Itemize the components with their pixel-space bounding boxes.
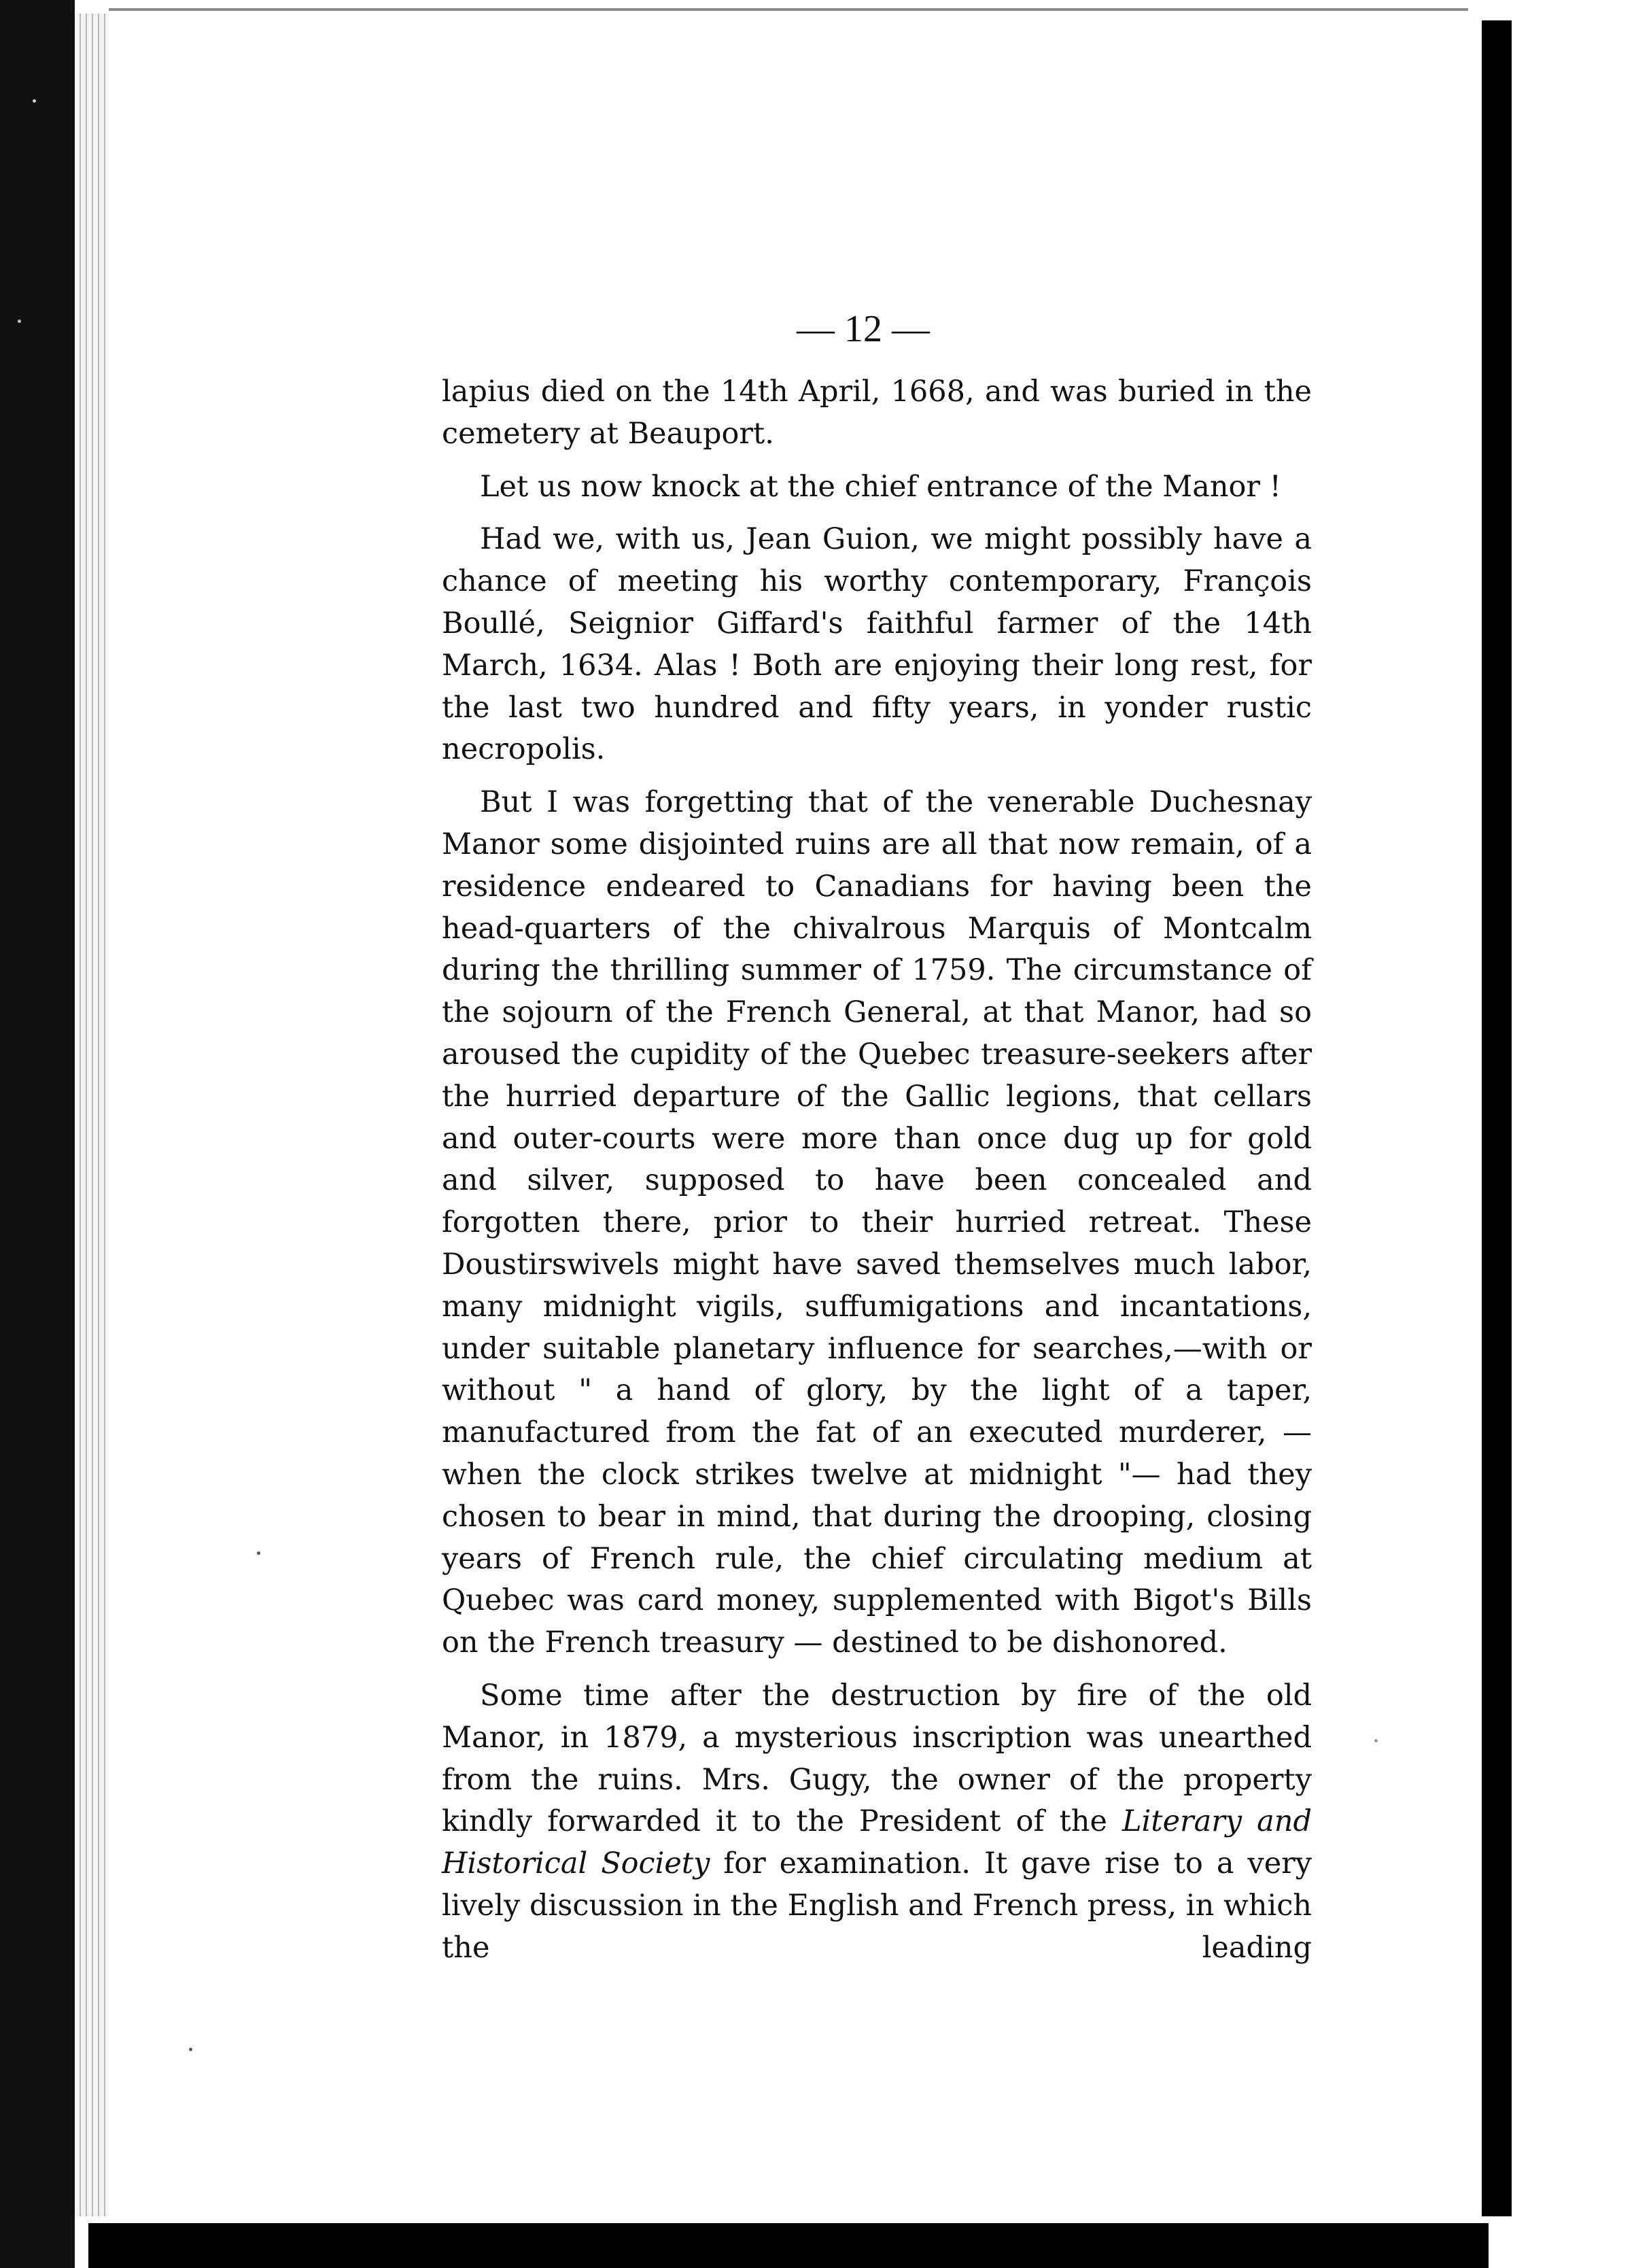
- facing-page-edge: [1512, 20, 1634, 2216]
- book-spine: [1482, 20, 1512, 2216]
- scan-left-shadow: [0, 0, 75, 2268]
- inscription-text-before: Some time after the destruction by fire of the old Manor, in 1879, a mysterious inscription was unearthed from the ruins. Mrs. Gugy, the owner of the property kindly forwarded it to the President of the: [442, 1678, 1312, 1839]
- scan-speck: [1374, 1739, 1378, 1742]
- scan-speck: [18, 320, 21, 323]
- page-body-text: [442, 371, 1312, 1980]
- scan-speck: [189, 2048, 192, 2051]
- paragraph-continuation: lapius died on the 14th April, 1668, and was buried in the cemetery at Beauport.: [442, 375, 1312, 451]
- paragraph-mysterious-inscription: [442, 1675, 1312, 1970]
- scan-speck: [257, 1551, 260, 1555]
- page-number: — 12 —: [797, 308, 930, 350]
- page-stack-edge: [75, 14, 109, 2216]
- scan-speck: [33, 99, 36, 103]
- inscription-text-after: for examination. It gave rise to a very lively discussion in the English and French press, in which the leading: [442, 1846, 1312, 1965]
- paragraph-knock-at-entrance: Let us now knock at the chief entrance of the Manor !: [480, 469, 1281, 504]
- society-name: Literary and Historical Society: [442, 1804, 1312, 1881]
- scan-bottom-shadow: [88, 2223, 1489, 2268]
- paragraph-duchesnay-manor: But I was forgetting that of the venerable Duchesnay Manor some disjointed ruins are all that now remain, of a residence endeared to Canadians for having been the head-quarters of the chivalrous Marquis of Montcalm during the thrilling summer of 1759. The circumstance of the sojourn of the French General, at that Manor, had so aroused the cupidity of the Quebec treasure-seekers after the hurried departure of the Gallic legions, that cellars and outer-courts were more than once dug up for gold and silver, supposed to have been concealed and forgotten there, prior to their hurried retreat. These Doustirswivels might have saved themselves much labor, many midnight vigils, suffumigations and incantations, under suitable planetary influence for searches,—with or without " a hand of glory, by the light of a taper, manufactured from the fat of an executed murderer, — when the clock strikes twelve at midnight "— had they chosen to bear in mind, that during the drooping, closing years of French rule, the chief circulating medium at Quebec was card money, supplemented with Bigot's Bills on the French treasury — destined to be dishonored.: [442, 785, 1312, 1660]
- paragraph-jean-guion: Had we, with us, Jean Guion, we might possibly have a chance of meeting his worthy contemporary, François Boullé, Seignior Giffard's faithful farmer of the 14th March, 1634. Alas ! Both are enjoying their long rest, for the last two hundred and fifty years, in yonder rustic necropolis.: [442, 522, 1312, 767]
